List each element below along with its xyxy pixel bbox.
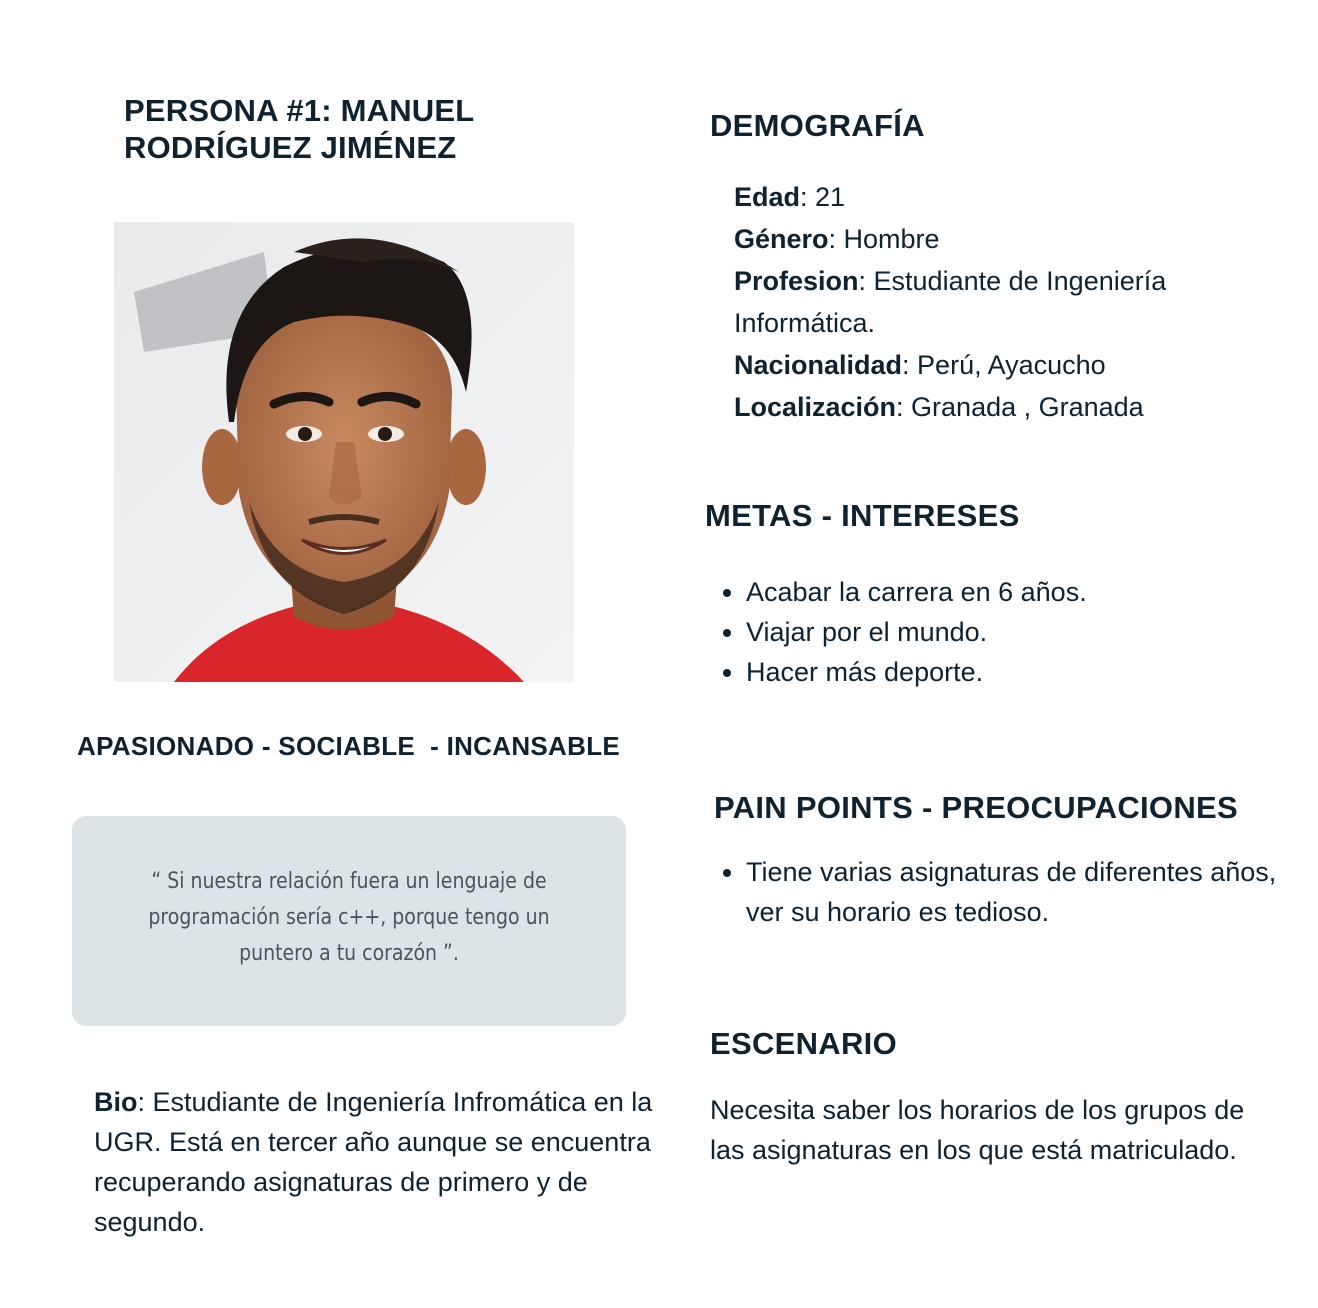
bio-text: : Estudiante de Ingeniería Infromática en la UGR. Está en tercer año aunque se encuentra recuperando asignaturas de primero y de segundo. (94, 1087, 653, 1237)
demo-item-genero (734, 218, 1254, 260)
demo-label: Edad (734, 182, 801, 212)
demo-value: : 21 (800, 182, 846, 212)
list-item: • Viajar por el mundo. (746, 612, 1264, 652)
portrait-illustration (114, 222, 574, 682)
bio-paragraph (94, 1082, 684, 1242)
quote-card (72, 816, 626, 1026)
pain-points-heading: PAIN POINTS - PREOCUPACIONES (714, 790, 1238, 825)
persona-title: PERSONA #1: MANUEL RODRÍGUEZ JIMÉNEZ (124, 93, 474, 165)
escenario-text: Necesita saber los horarios de los grupos de las asignaturas en los que está matriculado. (710, 1095, 1245, 1165)
demo-label: Nacionalidad (734, 350, 903, 380)
escenario-heading: ESCENARIO (710, 1026, 898, 1061)
demo-value: : Granada , Granada (896, 392, 1144, 422)
demografia-heading: DEMOGRAFÍA (710, 108, 925, 143)
demografia-list (734, 176, 1254, 428)
persona-traits: APASIONADO - SOCIABLE - INCANSABLE (77, 731, 621, 761)
metas-list (704, 572, 1264, 692)
demo-value: : Perú, Ayacucho (902, 350, 1106, 380)
quote-text: “ Si nuestra relación fuera un lenguaje de programación sería c++, porque tengo un puntero a tu corazón ”. (148, 869, 550, 966)
demo-item-nacionalidad (734, 344, 1254, 386)
metas-heading: METAS - INTERESES (705, 498, 1020, 533)
demo-value: : Hombre (828, 224, 940, 254)
demo-label: Localización (734, 392, 897, 422)
demo-value: : Estudiante de Ingeniería Informática. (734, 266, 1167, 338)
demo-item-profesion (734, 260, 1254, 344)
pain-points-list (704, 852, 1284, 932)
list-item: • Acabar la carrera en 6 años. (746, 572, 1264, 612)
demo-item-localizacion (734, 386, 1254, 428)
bio-label: Bio (94, 1087, 138, 1117)
list-item: • Tiene varias asignaturas de diferentes años, ver su horario es tedioso. (746, 852, 1284, 932)
demo-label: Profesion (734, 266, 859, 296)
demo-item-edad (734, 176, 1254, 218)
list-item: • Hacer más deporte. (746, 652, 1264, 692)
demo-label: Género (734, 224, 829, 254)
persona-photo (114, 222, 574, 682)
